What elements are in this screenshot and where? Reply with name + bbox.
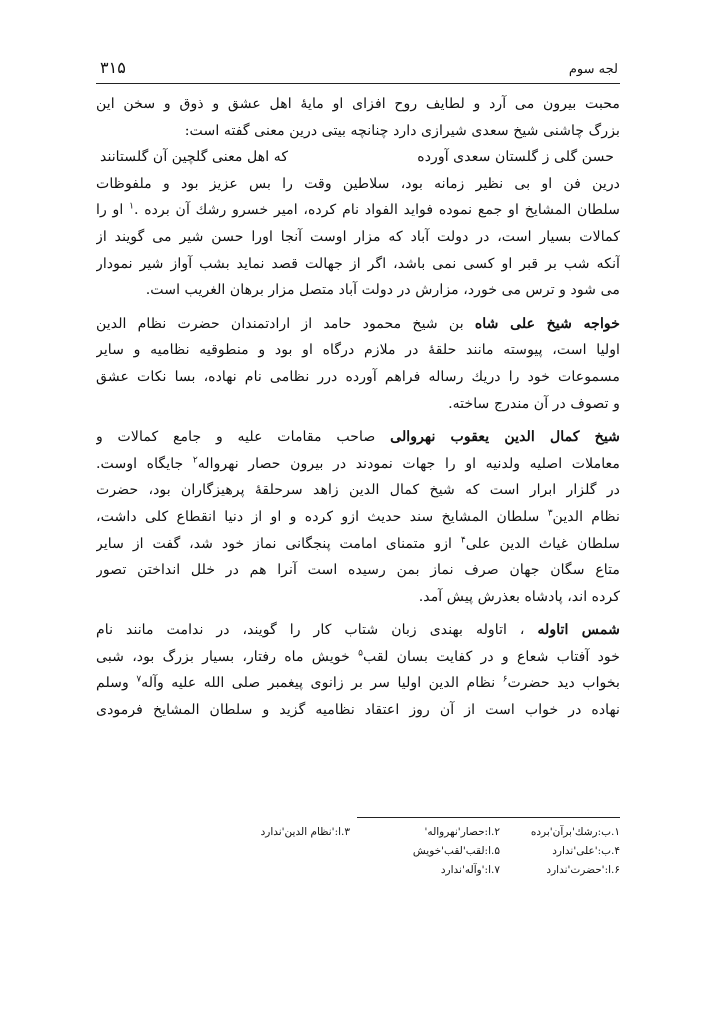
entry-name: شمس اتاوله [537,622,620,639]
text-fragment: نظام الدین [552,508,620,525]
text-line: درین فن او بی نظیر زمانه بود، سلاطین وقت را بس عزیز بود و ملفوظات [96,175,620,192]
footnote-ref-2: ۲ [192,454,198,465]
poem-verse [96,144,620,171]
body-text [96,91,620,724]
text-line: متاع سگان جهان صرف نماز بمن رسیده است آنرا هم در خلل انداختن تصور [96,562,620,579]
text-fragment: ازو متمنای امامت پنجگانی نماز خود شد، گفت از سایر [96,535,461,552]
text-line: و تصوف در آن مندرج ساخته. [448,395,620,412]
footnote-row [96,842,620,861]
page-header [96,58,618,84]
text-line [96,311,620,338]
poem-hemistich-1: حسن گلی ز گلستان سعدی آورده [417,149,614,166]
footnotes [96,823,620,880]
text-line: کمالات بسیار است، در دولت آباد که مزار اوست آنجا اورا حسن شیر می گویند از [96,228,620,245]
poem-hemistich-2: که اهل معنی گلچین آن گلستانند [100,149,289,166]
header-rule [96,83,620,84]
text-line [96,670,620,697]
text-fragment: ، اتاوله بهندی زبان شتاب کار را گویند، در ندامت مانند نام [96,622,538,639]
chapter-title: لجه سوم [568,62,618,77]
text-line [96,504,620,531]
text-fragment: وسلم [96,675,137,692]
paragraph-1 [96,91,620,144]
paragraph-3 [96,311,620,417]
footnote-ref-6: ۶ [502,674,508,685]
paragraph-4 [96,424,620,610]
text-fragment: معاملات اصلیه ولدنیه او را جهات نمودند در بیرون حصار نهرواله [197,455,620,472]
footnote: ۷.ا:'وآله'ندارد [440,864,500,876]
footnote-ref-4: ۴ [460,534,466,545]
text-line: می شود و ترس می خورد، مزارش در دولت آباد متصل مزار برهان الغریب است. [145,282,620,299]
footnote: ۱.ب:رشك'برآن'برده [530,826,620,838]
text-fragment: او را [96,202,130,219]
text-line: اولیا است، پیوسته مانند حلقهٔ در ملازم درگاه او بود و منطوقیه نظامیه و سایر [96,342,620,359]
text-line [96,531,620,558]
text-line: نهاده در خواب است از آن روز اعتقاد نظامیه گزید و سلطان المشایخ فرمودی [96,702,620,719]
text-line [96,451,620,478]
text-line: بزرگ چاشنی شیخ سعدی شیرازی دارد چنانچه بیتی درین معنی گفته است: [184,122,620,139]
footnote-row [96,861,620,880]
entry-name: شیخ کمال الدین یعقوب نهروالی [390,429,620,446]
paragraph-5 [96,617,620,723]
text-line [96,197,620,224]
footnote-ref-5: ۵ [358,648,363,659]
text-fragment: جایگاه اوست. [96,455,193,472]
paragraph-2 [96,171,620,304]
text-line: محبت بیرون می آرد و لطایف روح افزای او مایهٔ اهل عشق و ذوق و سخن این [96,96,620,112]
text-fragment: سلطان غیاث الدین علی [465,535,620,552]
footnote-ref-3: ۳ [547,508,553,519]
footnote: ۴.ب:'علی'ندارد [552,845,620,857]
text-fragment: بخواب دید حضرت [507,675,620,692]
footnote-ref-7: ۷ [136,674,142,685]
text-fragment: خویش ماه رفتار، بسیار بزرگ بود، شبی [96,648,359,665]
text-fragment: سلطان المشایخ سند حدیث ازو کرده و او از دنیا انقطاع کلی داشت، [96,508,548,525]
text-fragment: سلطان المشایخ او جمع نموده فواید الفواد نام کرده، امیر خسرو رشك آن برده . [133,202,620,219]
page-number: ۳۱۵ [100,58,126,77]
text-line [96,424,620,451]
text-line: آنکه شب بر قبر او کسی نمی باشد، اگر از جهالت قصد نماید بشب آواز شیر نمودار [96,255,620,272]
footnote: ۳.ا:'نظام الدین'ندارد [260,826,350,838]
text-fragment: صاحب مقامات علیه و جامع کمالات و [96,429,391,446]
text-fragment: بن شیخ محمود حامد از ارادتمندان حضرت نظام الدین [96,315,475,332]
footnote: ۵.ا:لقب'لقب'خویش [412,845,500,857]
text-line: مسموعات خود را دریك رساله فراهم آورده درر نظامی نام نهاده، بسا نکات عشق [96,368,620,385]
footnote-row [96,823,620,842]
footnote-ref-1: ۱ [129,201,134,212]
footnote-rule [357,817,620,818]
text-line [96,617,620,644]
text-line [96,644,620,671]
footnote: ۶.ا:'حضرت'ندارد [546,864,620,876]
footnote: ۲.ا:حصار'نهرواله' [424,826,500,838]
text-fragment: نظام الدین اولیا سر بر زانوی پیغمبر صلی الله علیه وآله [141,675,503,692]
entry-name: خواجه شیخ علی شاه [474,315,620,332]
text-fragment: خود آفتاب شعاع و در کفایت بسان لقب [363,648,620,665]
text-line: کرده اند، پادشاه بعذرش پیش آمد. [418,588,620,605]
text-line: در گلزار ابرار است که شیخ کمال الدین زاهد سرحلقهٔ پرهیزگاران بود، حضرت [96,482,620,499]
